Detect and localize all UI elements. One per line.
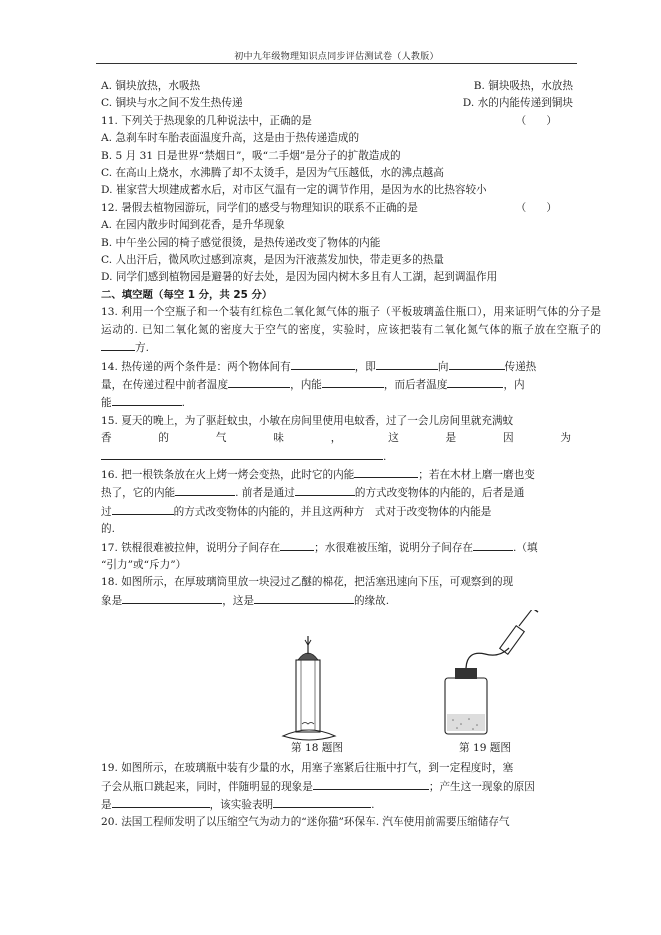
q16-line-2 (101, 484, 601, 502)
q14-text-3: 向 (437, 360, 449, 373)
q19-blank-2[interactable] (112, 796, 210, 808)
q10-option-b: B. 铜块吸热，水放热 (473, 80, 573, 92)
fig18-cylinder (296, 660, 320, 732)
q14-blank-4[interactable] (228, 376, 290, 388)
q12-answer-paren: （ ） (515, 201, 557, 214)
fig19-stopper (455, 668, 477, 679)
q18-blank-2[interactable] (254, 592, 354, 604)
q19-text-5: ，该实验表明 (209, 799, 274, 811)
q14-blank-2[interactable] (376, 358, 438, 370)
q15-word: 香 (101, 432, 112, 445)
q18-text-2: 象是 (101, 594, 123, 607)
q16-line-3 (101, 503, 601, 521)
q15-line-1: 15. 夏天的晚上，为了驱赶蚊虫，小敏在房间里使用电蚊香，过了一会儿房间里就充满蚊 (101, 414, 514, 427)
page-header: 初中九年级物理知识点同步评估测试卷（人教版） (234, 52, 439, 62)
fig19-pump-rod (519, 610, 533, 626)
q17-blank-2[interactable] (473, 539, 513, 551)
q16-blank-4[interactable] (112, 503, 174, 515)
q11-stem-text: 11. 下列关于热现象的几种说法中，正确的是 (101, 114, 312, 127)
q15-word: 味 (273, 432, 284, 445)
fig19-bottle-pump-illustration (437, 610, 547, 740)
q16-blank-2[interactable] (175, 484, 235, 496)
q12-option-d: D. 同学们感到植物园是避暑的好去处，是因为园内树木多且有人工湖，起到调温作用 (101, 271, 498, 284)
q13-text: 13. 利用一个空瓶子和一个装有红棕色二氧化氮气体的瓶子（平板玻璃盖住瓶口），用来证明气体的分子是运动的. 已知二氧化氮的密度大于空气的密度，实验时，应该把装有二氧化氮气体的瓶子放在空瓶子的 (101, 306, 601, 336)
q14-text-4: 传递热 (504, 360, 537, 373)
q18-line-1: 18. 如图所示，在厚玻璃筒里放一块浸过乙醚的棉花，把活塞迅速向下压，可观察到的现 (101, 576, 514, 589)
q10-options-row-2 (101, 95, 601, 112)
q17-blank-1[interactable] (280, 539, 314, 551)
q11-option-b: B. 5 月 31 日是世界“禁烟日”，吸“二手烟”是分子的扩散造成的 (101, 149, 401, 162)
q19-text-2: 子会从瓶口跳起来，同时，伴随明显的现象是 (101, 780, 313, 793)
q16-text-5: 的方式改变物体的内能的，后者是通 (354, 487, 525, 500)
q14-blank-3[interactable] (449, 358, 505, 370)
q15-word: 的 (158, 432, 170, 445)
q13-text-end: 方. (135, 342, 149, 355)
q14-line-1 (101, 358, 601, 376)
q19-blank-1[interactable] (313, 778, 429, 790)
q18-text-3: ，这是 (222, 594, 254, 607)
q14-blank-5[interactable] (322, 376, 384, 388)
q14-text-2: ，即 (354, 360, 376, 373)
q20-line-1: 20. 法国工程师发明了以压缩空气为动力的“迷你猫”环保车. 汽车使用前需要压缩储存气 (101, 816, 510, 829)
q17-line-2: “引力”或“斥力”） (101, 558, 187, 571)
q11-stem (101, 113, 601, 130)
q10-option-a: A. 铜块放热，水吸热 (101, 80, 201, 92)
q17-text-1: 17. 铁棍很难被拉伸，说明分子间存在 (101, 541, 281, 554)
q17-text-2: ；水很难被压缩，说明分子间存在 (314, 541, 474, 554)
q16-text-4: . 前者是通过 (235, 487, 295, 500)
q14-text-7: ，而后者温度 (383, 378, 448, 391)
q12-stem-text: 12. 暑假去植物园游玩，同学们的感受与物理知识的联系不正确的是 (101, 201, 418, 214)
q18-blank-1[interactable] (122, 592, 222, 604)
q11-option-c: C. 在高山上烧水，水沸腾了却不太烫手，是因为气压越低，水的沸点越高 (101, 167, 444, 180)
q12-stem (101, 200, 601, 217)
q15-word: 为 (560, 432, 571, 445)
q14-text-6: ，内能 (290, 378, 322, 391)
q12-option-c: C. 人出汗后，微风吹过感到凉爽，是因为汗液蒸发加快，带走更多的热量 (101, 254, 444, 267)
q16-text-1: 16. 把一根铁条放在火上烤一烤会变热，此时它的内能 (101, 468, 355, 481)
q14-line-2 (101, 376, 601, 394)
q15-word: 是 (445, 432, 457, 445)
q16-text-2: ；若在木材上磨一磨也变 (418, 468, 535, 481)
q19-text-3: ；产生这一现象的原因 (428, 780, 535, 793)
q14-text-5: 量，在传递过程中前者温度 (101, 378, 229, 391)
q19-line-3 (101, 796, 601, 814)
q12-option-b: B. 中午坐公园的椅子感觉很烫，是热传递改变了物体的内能 (101, 236, 381, 249)
q16-line-1 (101, 466, 601, 484)
q15-word: 因 (502, 432, 514, 445)
q17-line-1 (101, 539, 601, 557)
q13-blank[interactable] (101, 339, 135, 351)
q19-text-6: . (371, 799, 375, 811)
q19-blank-3[interactable] (273, 796, 371, 808)
q16-text-3: 热了，它的内能 (101, 487, 176, 500)
fig19-caption: 第 19 题图 (459, 742, 511, 755)
fig18-glass-cylinder-illustration (279, 632, 339, 742)
q16-line-4: 的. (101, 523, 115, 536)
q16-blank-3[interactable] (295, 484, 355, 496)
section-fill-in-title: 二、填空题（每空 1 分，共 25 分） (101, 288, 273, 301)
fig18-cylinder-inner (301, 660, 315, 730)
q11-option-d: D. 崔家营大坝建成蓄水后，对市区气温有一定的调节作用，是因为水的比热容较小 (101, 184, 487, 197)
q14-line-3 (101, 394, 601, 412)
fig18-caption: 第 18 题图 (291, 742, 343, 755)
q15-blank[interactable] (101, 448, 383, 460)
q19-line-2 (101, 778, 601, 796)
q19-line-1: 19. 如图所示，在玻璃瓶中装有少量的水，用塞子塞紧后往瓶中打气，到一定程度时，塞 (101, 762, 514, 775)
q14-blank-7[interactable] (112, 394, 182, 406)
document-body (101, 78, 601, 832)
q14-text-8: ，内 (503, 378, 525, 391)
q18-line-2 (101, 592, 601, 610)
q18-text-4: 的缘故. (353, 594, 390, 607)
q10-option-c: C. 铜块与水之间不发生热传递 (101, 97, 243, 110)
figure-area (101, 610, 601, 760)
q14-blank-6[interactable] (447, 376, 503, 388)
q16-text-6: 过 (101, 505, 112, 518)
q13 (101, 304, 601, 357)
q15-text-end: . (383, 450, 387, 463)
q12-option-a: A. 在园内散步时闻到花香，是升华现象 (101, 219, 285, 232)
fig19-water (447, 714, 485, 731)
q14-text-1: 14. 热传递的两个条件是：两个物体间有 (101, 360, 291, 373)
fig19-pump-barrel (500, 626, 525, 655)
header-divider (96, 63, 577, 64)
fig18-piston-cap (298, 653, 318, 660)
q11-option-a: A. 急刹车时车胎表面温度升高，这是由于热传递造成的 (101, 132, 360, 145)
q15-line-2 (101, 430, 601, 447)
q14-blank-1[interactable] (291, 358, 355, 370)
q16-blank-1[interactable] (354, 466, 418, 478)
q15-word: 气 (215, 432, 227, 445)
q11-answer-paren: （ ） (515, 114, 557, 127)
q19-text-4: 是 (101, 799, 112, 811)
q17-text-3: .（填 (513, 541, 538, 554)
q10-options-row-1 (101, 78, 601, 95)
q15-word: 这 (388, 432, 399, 445)
fig18-cotton (302, 723, 314, 725)
q15-word: ， (330, 432, 342, 445)
q10-option-d: D. 水的内能传递到铜块 (462, 97, 573, 110)
q14-text-10: . (181, 397, 185, 410)
q15-line-3 (101, 448, 601, 466)
q16-text-7: 的方式改变物体的内能的，并且这两种方 式对于改变物体的内能是 (173, 505, 492, 518)
q14-text-9: 能 (101, 397, 112, 410)
